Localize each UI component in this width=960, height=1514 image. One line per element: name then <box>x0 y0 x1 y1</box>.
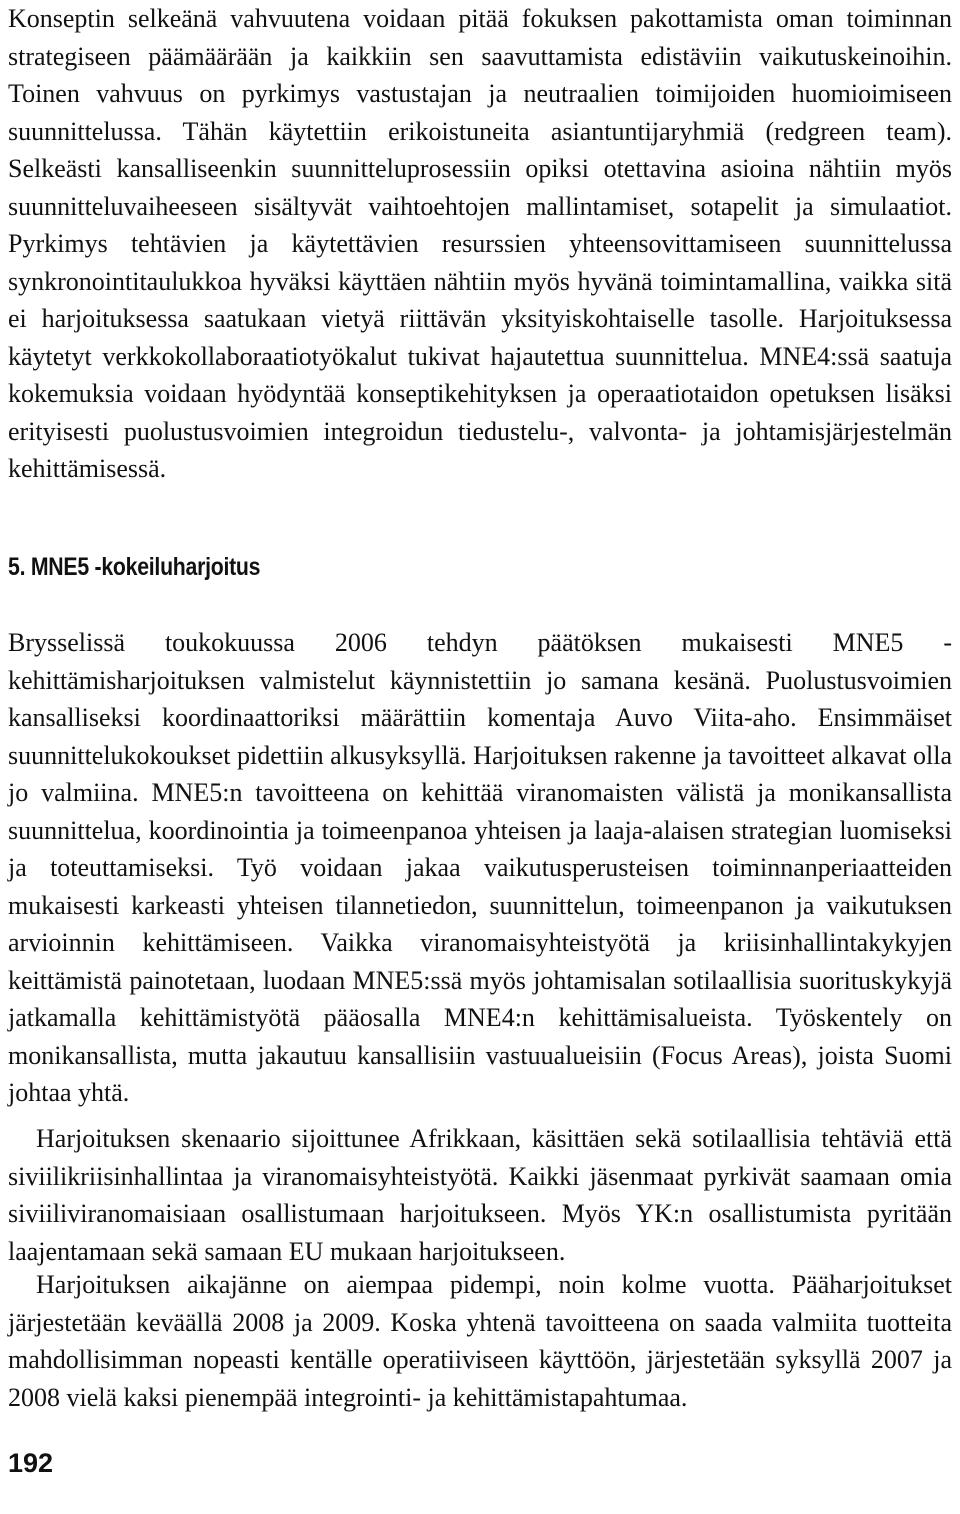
timeline-paragraph: Harjoituksen aikajänne on aiempaa pidempi, noin kolme vuotta. Pääharjoitukset järjestetään keväällä 2008 ja 2009. Koska yhtenä tavoitteena on saada valmiita tuotteita mahdollisimman nopeasti kentälle operatiiviseen käyttöön, järjestetään syksyllä 2007 ja 2008 vielä kaksi pienempää integrointi- ja kehittämistapahtumaa. <box>8 1270 952 1412</box>
section5-paragraph: Brysselissä toukokuussa 2006 tehdyn päätöksen mukaisesti MNE5 -kehittämisharjoituksen valmistelut käynnistettiin jo samana kesänä. Puolustusvoimien kansalliseksi koordinaattoriksi määrättiin komentaja Auvo Viita-aho. Ensimmäiset suunnittelukokoukset pidettiin alkusyksyllä. Harjoituksen rakenne ja tavoitteet alkavat olla jo valmiina. MNE5:n tavoitteena on kehittää viranomaisten välistä ja monikansallista suunnittelua, koordinointia ja toimeenpanoa yhteisen ja laaja-alaisen strategian luomiseksi ja toteuttamiseksi. Työ voidaan jakaa vaikutusperusteisen toiminnanperiaatteiden mukaisesti karkeasti yhteisen tilannetiedon, suunnittelun, toimeenpanon ja vaikutuksen arvioinnin kehittämiseen. Vaikka viranomaisyhteistyötä ja kriisinhallintakykyjen keittämistä painotetaan, luodaan MNE5:ssä myös johtamisalan sotilaallisia suorituskykyjä jatkamalla kehittämistyötä pääosalla MNE4:n kehittämisalueista. Työskentely on monikansallista, mutta jakautuu kansallisiin vastuualueisiin (Focus Areas), joista Suomi johtaa yhtä. <box>8 628 952 1107</box>
section-heading: 5. MNE5 -kokeiluharjoitus <box>8 553 261 581</box>
intro-paragraph: Konseptin selkeänä vahvuutena voidaan pitää fokuksen pakottamista oman toiminnan strategiseen päämäärään ja kaikkiin sen saavuttamista edistäviin vaikutuskeinoihin. Toinen vahvuus on pyrkimys vastustajan ja neutraalien toimijoiden huomioimiseen suunnittelussa. Tähän käytettiin erikoistuneita asiantuntijaryhmiä (redgreen team). Selkeästi kansalliseenkin suunnitteluprosessiin opiksi otettavina asioina nähtiin myös suunnitteluvaiheeseen sisältyvät vaihtoehtojen mallintamiset, sotapelit ja simulaatiot. Pyrkimys tehtävien ja käytettävien resurssien yhteensovittamiseen suunnittelussa synkronointitaulukkoa hyväksi käyttäen nähtiin myös hyvänä toimintamallina, vaikka sitä ei harjoituksessa saatukaan vietyä riittävän yksityiskohtaiselle tasolle. Harjoituksessa käytetyt verkkokollaboraatiotyökalut tukivat hajautettua suunnittelua. MNE4:ssä saatuja kokemuksia voidaan hyödyntää konseptikehityksen ja operaatiotaidon opetuksen lisäksi erityisesti puolustusvoimien integroidun tiedustelu-, valvonta- ja johtamisjärjestelmän kehittämisessä. <box>8 4 952 483</box>
page-number: 192 <box>8 1448 54 1478</box>
scenario-paragraph: Harjoituksen skenaario sijoittunee Afrikkaan, käsittäen sekä sotilaallisia tehtäviä että siviilikriisinhallintaa ja viranomaisyhteistyötä. Kaikki jäsenmaat pyrkivät saamaan omia siviiliviranomaisiaan osallistumaan harjoitukseen. Myös YK:n osallistumista pyritään laajentamaan sekä samaan EU mukaan harjoitukseen. <box>8 1124 952 1266</box>
